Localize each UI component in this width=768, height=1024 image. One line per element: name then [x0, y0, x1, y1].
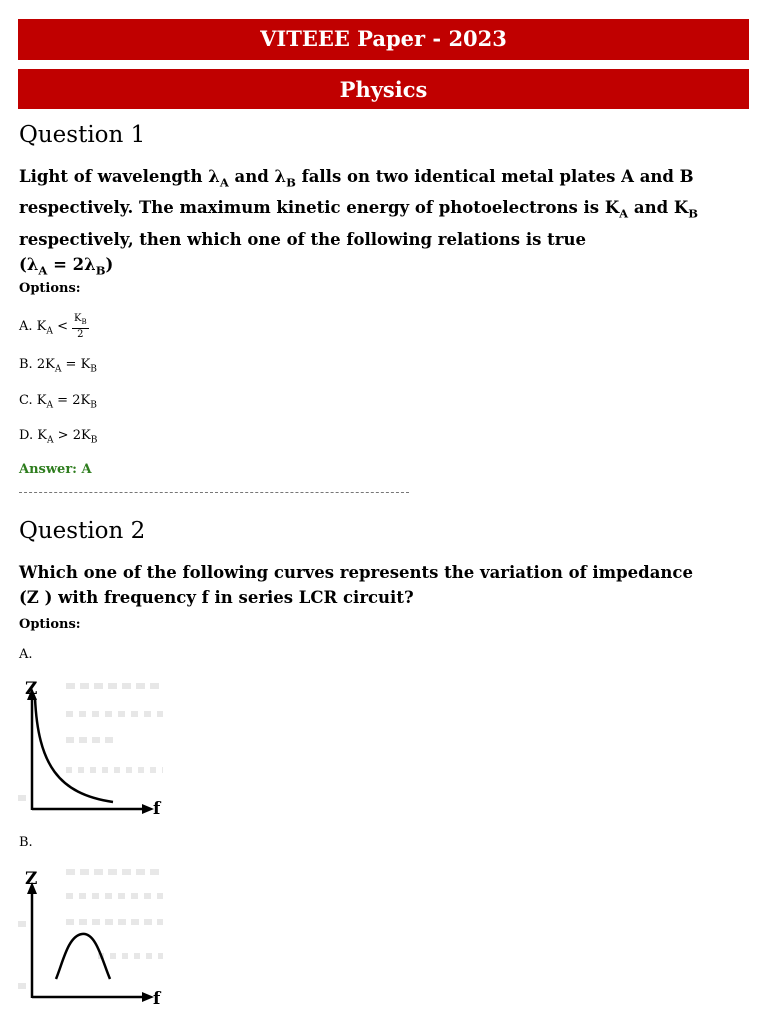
graph-a-decaying-curve [18, 674, 168, 822]
graph-a-x-label: f [153, 799, 161, 819]
question-2-text: Which one of the following curves represents the variation of impedance (Z ) with frequency f in series LCR circuit? [19, 563, 693, 607]
divider [19, 492, 409, 493]
question-1-text: Light of wavelength $\lambda_A$ and $\lambda_B$ falls on two identical metal plates A and B respectively. The maximum kinetic energy of photoelectrons is $K_A$ and $K_B$ respectively, then which one of the following relations is true $(\lambda_A = 2\lambda_B)$ [19, 167, 698, 277]
impedance-curve [56, 934, 110, 979]
graph-b-x-label: f [153, 989, 161, 1009]
graph-a-y-label: Z [25, 679, 38, 699]
paper-title: VITEEE Paper - 2023 [260, 26, 507, 51]
graph-b-peak-curve [18, 864, 168, 1010]
question-1-heading: Question 1 [19, 122, 146, 148]
option-b[interactable]: B. $2K_A = K_B$ [19, 357, 97, 375]
subject-banner [18, 69, 749, 109]
subject-title: Physics [339, 77, 428, 102]
option-b-label[interactable]: B. [19, 835, 33, 850]
option-c[interactable]: C. $K_A = 2K_B$ [19, 393, 97, 411]
question-2-options-label: Options: [19, 617, 81, 632]
impedance-curve [35, 698, 113, 802]
question-1-options-label: Options: [19, 281, 81, 296]
option-a[interactable]: A. $K_A$ < $\frac{K_B}{2}$ [19, 313, 87, 340]
option-d[interactable]: D. $K_A > 2K_B$ [19, 428, 98, 446]
option-a-label[interactable]: A. [19, 647, 33, 662]
graph-b-y-label: Z [25, 869, 38, 889]
paper-title-banner [18, 19, 749, 60]
fraction: $\frac{K_B}{2}$ [73, 313, 87, 340]
question-2-heading: Question 2 [19, 518, 146, 544]
answer: Answer: A [19, 462, 92, 477]
